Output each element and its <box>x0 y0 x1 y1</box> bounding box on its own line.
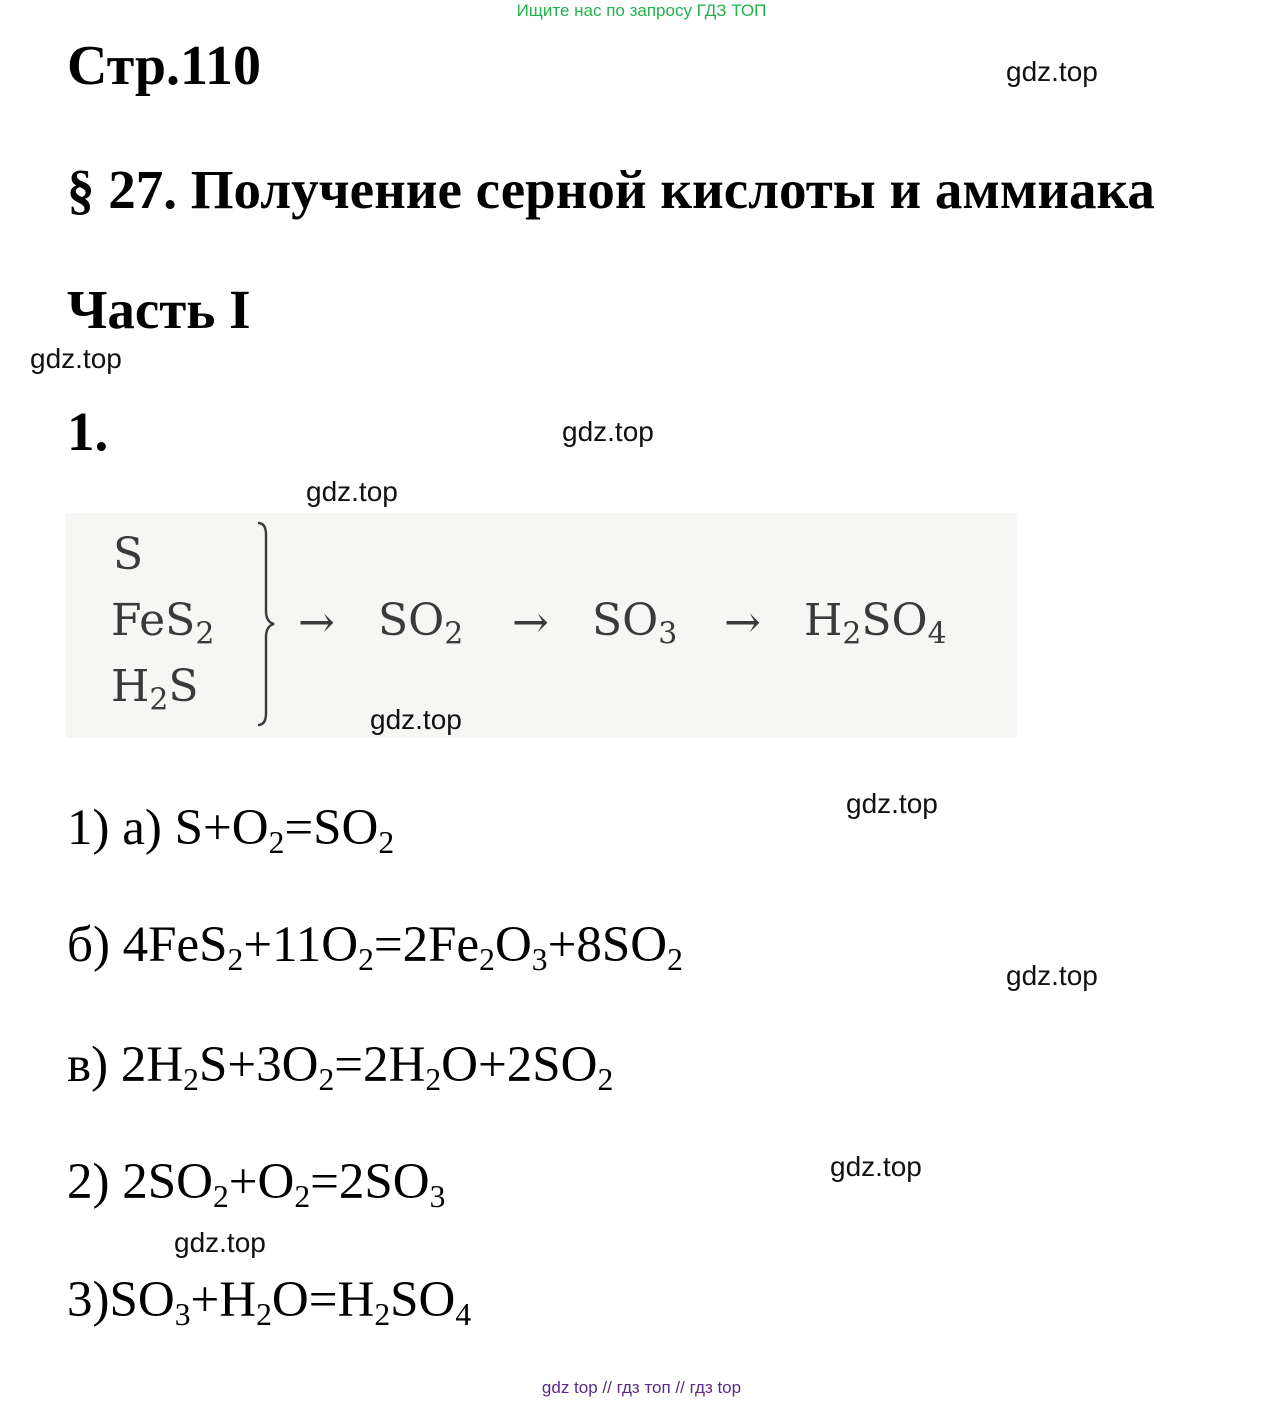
arrow-icon: → <box>724 597 761 648</box>
equation-2: 2) $2SO_2+O_2=2SO_3$ <box>67 1154 446 1214</box>
equation-1v: в) $2H_2S+3O_2=2H_2O+2SO_2$ <box>67 1037 614 1097</box>
watermark: gdz.top <box>174 1227 266 1258</box>
scheme-product-so2: $SO_2$ <box>378 595 464 652</box>
arrow-icon: → <box>512 597 549 648</box>
watermark: gdz.top <box>370 704 462 735</box>
watermark: gdz.top <box>830 1151 922 1182</box>
scheme-source-h2s: $H_2S$ <box>111 661 199 718</box>
scheme-source-s: S <box>113 529 144 580</box>
watermark: gdz.top <box>1006 56 1098 87</box>
watermark: gdz.top <box>1006 960 1098 991</box>
scheme-product-so3: $SO_3$ <box>592 595 678 652</box>
watermark: gdz.top <box>30 343 122 374</box>
footer-links: gdz top // гдз топ // гдз top <box>541 1378 742 1397</box>
page-number-heading: Стр.110 <box>67 35 261 97</box>
watermark: gdz.top <box>562 416 654 447</box>
arrow-icon: → <box>298 597 335 648</box>
task-number: 1. <box>67 401 109 462</box>
scheme-product-h2so4: $H_2SO_4$ <box>804 595 947 652</box>
top-banner: Ищите нас по запросу ГДЗ ТОП <box>516 1 767 20</box>
scheme-source-fes2: FeS$_2$ <box>111 595 215 652</box>
section-title: § 27. Получение серной кислоты и аммиака <box>67 159 1155 220</box>
reaction-scheme <box>66 513 1017 738</box>
equation-1a: 1) а) $S+O_2=SO_2$ <box>67 800 395 860</box>
watermark: gdz.top <box>306 476 398 507</box>
equation-3: $3)SO_3+H_2O=H_2SO_4$ <box>67 1272 472 1332</box>
equation-1b: б) $4FeS_2+11O_2=2Fe_2O_3+8SO_2$ <box>67 917 683 977</box>
right-brace-icon <box>255 521 279 727</box>
part-title: Часть I <box>67 279 251 340</box>
watermark: gdz.top <box>846 788 938 819</box>
